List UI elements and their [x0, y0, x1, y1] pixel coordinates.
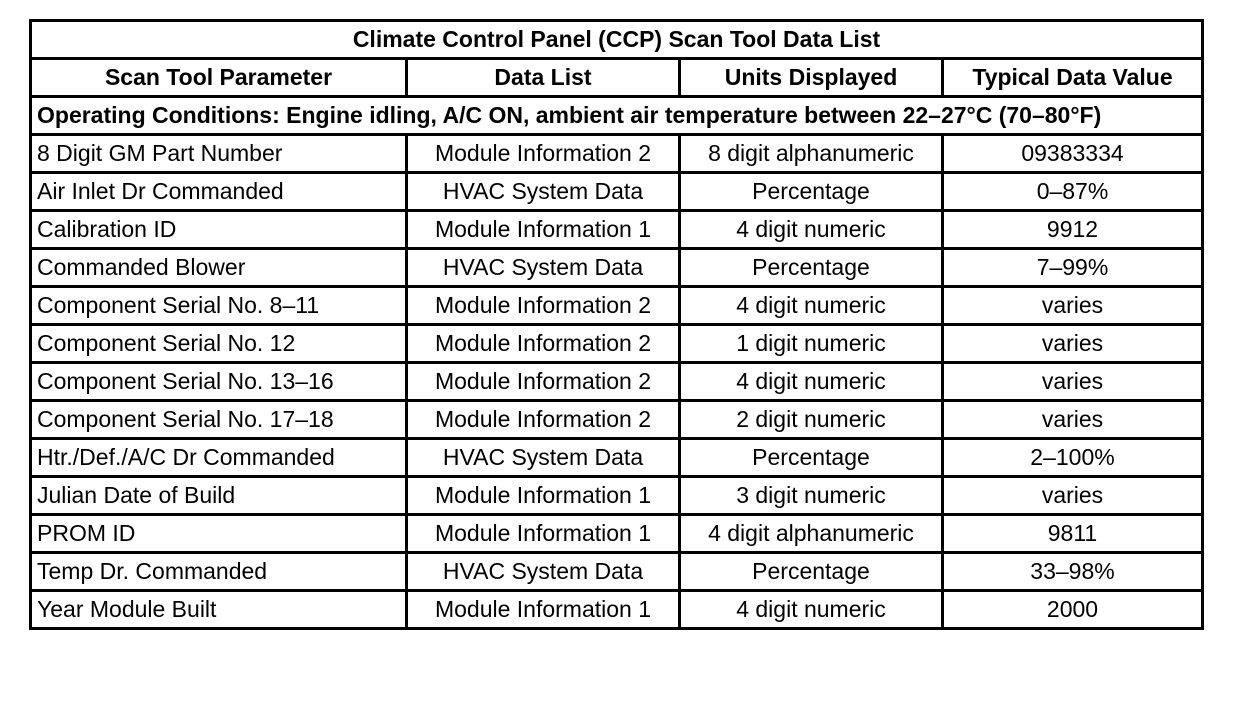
parameter-cell: PROM ID	[31, 515, 407, 553]
data-list-cell: HVAC System Data	[407, 553, 680, 591]
data-list-cell: Module Information 2	[407, 363, 680, 401]
typical-value-cell: 7–99%	[943, 249, 1203, 287]
typical-value-cell: 33–98%	[943, 553, 1203, 591]
header-data-list: Data List	[407, 59, 680, 97]
units-cell: 4 digit numeric	[680, 287, 943, 325]
table-row	[31, 363, 1203, 401]
header-units-displayed: Units Displayed	[680, 59, 943, 97]
parameter-cell: Component Serial No. 13–16	[31, 363, 407, 401]
data-list-cell: HVAC System Data	[407, 249, 680, 287]
typical-value-cell: varies	[943, 401, 1203, 439]
typical-value-cell: 09383334	[943, 135, 1203, 173]
data-list-cell: Module Information 1	[407, 477, 680, 515]
typical-value-cell: varies	[943, 477, 1203, 515]
parameter-cell: Commanded Blower	[31, 249, 407, 287]
typical-value-cell: 9811	[943, 515, 1203, 553]
parameter-cell: Julian Date of Build	[31, 477, 407, 515]
table-row	[31, 287, 1203, 325]
units-cell: 1 digit numeric	[680, 325, 943, 363]
typical-value-cell: varies	[943, 325, 1203, 363]
parameter-cell: Air Inlet Dr Commanded	[31, 173, 407, 211]
units-cell: 4 digit numeric	[680, 591, 943, 629]
units-cell: Percentage	[680, 439, 943, 477]
table-row	[31, 515, 1203, 553]
table-row	[31, 553, 1203, 591]
units-cell: Percentage	[680, 249, 943, 287]
header-typical-data-value: Typical Data Value	[943, 59, 1203, 97]
units-cell: 3 digit numeric	[680, 477, 943, 515]
parameter-cell: Year Module Built	[31, 591, 407, 629]
table-row	[31, 591, 1203, 629]
operating-conditions: Operating Conditions: Engine idling, A/C ON, ambient air temperature between 22–27°C (70–80°F)	[31, 97, 1203, 135]
data-list-cell: Module Information 1	[407, 591, 680, 629]
parameter-cell: Component Serial No. 12	[31, 325, 407, 363]
table-row	[31, 477, 1203, 515]
data-list-cell: Module Information 1	[407, 211, 680, 249]
parameter-cell: Temp Dr. Commanded	[31, 553, 407, 591]
typical-value-cell: varies	[943, 363, 1203, 401]
parameter-cell: 8 Digit GM Part Number	[31, 135, 407, 173]
units-cell: 4 digit numeric	[680, 211, 943, 249]
units-cell: Percentage	[680, 173, 943, 211]
table-row	[31, 439, 1203, 477]
table-title: Climate Control Panel (CCP) Scan Tool Data List	[31, 21, 1203, 59]
units-cell: 4 digit numeric	[680, 363, 943, 401]
scan-tool-data-table	[29, 19, 1204, 630]
table-title-row	[31, 21, 1203, 59]
table-row	[31, 249, 1203, 287]
typical-value-cell: varies	[943, 287, 1203, 325]
typical-value-cell: 9912	[943, 211, 1203, 249]
units-cell: 8 digit alphanumeric	[680, 135, 943, 173]
data-list-cell: HVAC System Data	[407, 173, 680, 211]
table-body	[31, 97, 1203, 629]
table-row	[31, 401, 1203, 439]
parameter-cell: Htr./Def./A/C Dr Commanded	[31, 439, 407, 477]
table-header-row	[31, 59, 1203, 97]
data-list-cell: Module Information 2	[407, 135, 680, 173]
parameter-cell: Component Serial No. 8–11	[31, 287, 407, 325]
table-row	[31, 173, 1203, 211]
operating-conditions-row	[31, 97, 1203, 135]
typical-value-cell: 0–87%	[943, 173, 1203, 211]
data-list-cell: Module Information 2	[407, 401, 680, 439]
table-row	[31, 135, 1203, 173]
typical-value-cell: 2–100%	[943, 439, 1203, 477]
units-cell: 4 digit alphanumeric	[680, 515, 943, 553]
data-list-cell: HVAC System Data	[407, 439, 680, 477]
data-list-cell: Module Information 2	[407, 287, 680, 325]
parameter-cell: Component Serial No. 17–18	[31, 401, 407, 439]
table-row	[31, 325, 1203, 363]
header-scan-tool-parameter: Scan Tool Parameter	[31, 59, 407, 97]
units-cell: 2 digit numeric	[680, 401, 943, 439]
table-row	[31, 211, 1203, 249]
parameter-cell: Calibration ID	[31, 211, 407, 249]
data-list-cell: Module Information 2	[407, 325, 680, 363]
data-list-cell: Module Information 1	[407, 515, 680, 553]
typical-value-cell: 2000	[943, 591, 1203, 629]
units-cell: Percentage	[680, 553, 943, 591]
